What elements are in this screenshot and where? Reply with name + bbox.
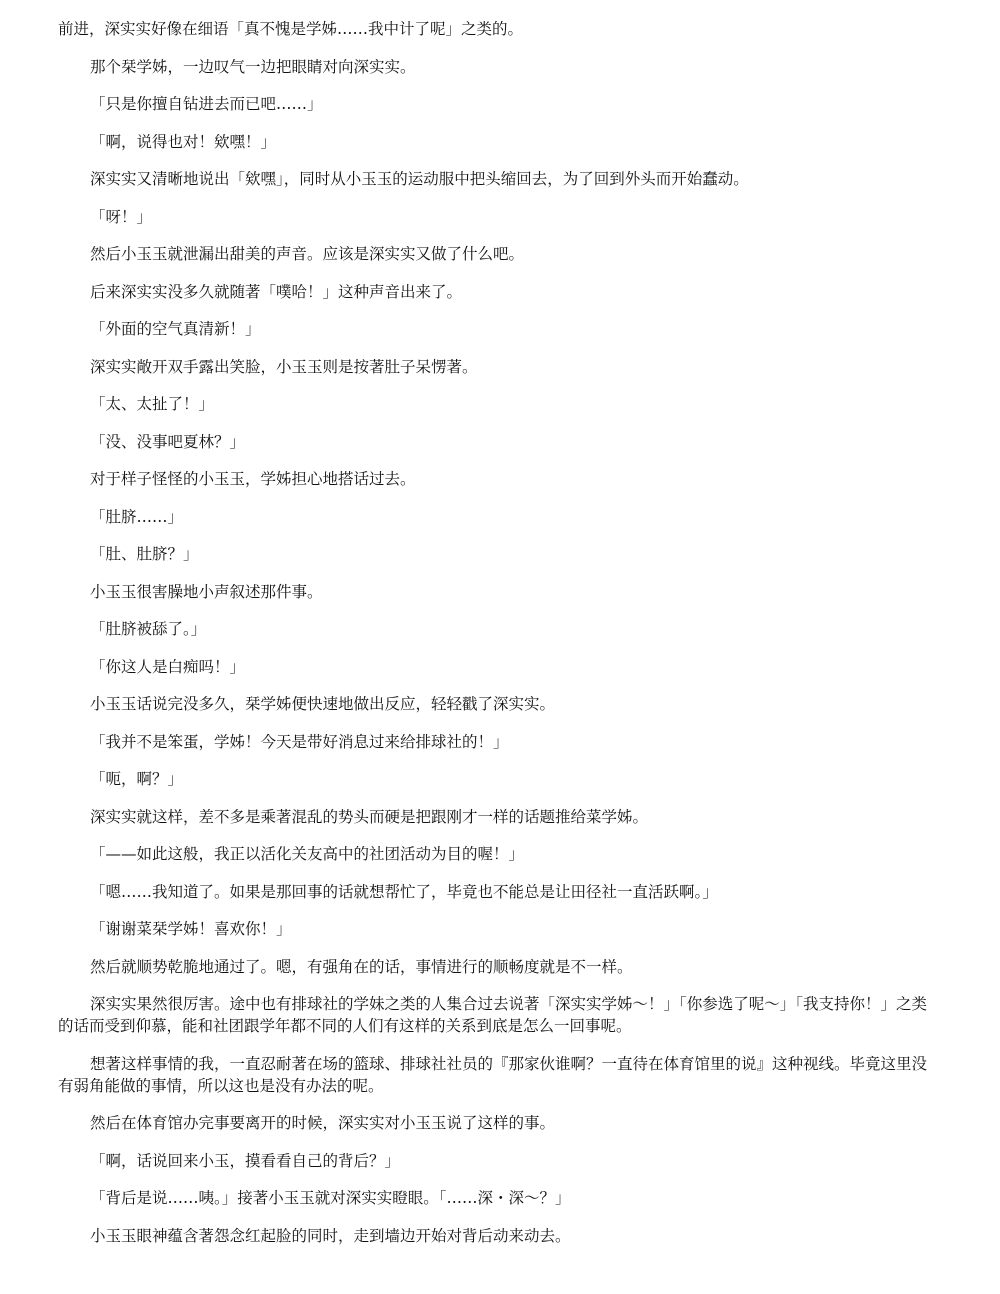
paragraph: 「啊，话说回来小玉，摸看看自己的背后？」 xyxy=(90,1151,401,1170)
paragraph: 「太、太扯了！」 xyxy=(90,395,215,413)
paragraph: 「肚、肚脐？」 xyxy=(90,545,199,563)
paragraph: 深实实又清晰地说出「欸嘿」，同时从小玉玉的运动服中把头缩回去，为了回到外头而开始蠢动。 xyxy=(90,170,749,188)
paragraph: 小玉玉很害臊地小声叙述那件事。 xyxy=(90,582,323,601)
paragraph: 「只是你擅自钻进去而已吧……」 xyxy=(90,95,323,113)
paragraph: 然后就顺势乾脆地通过了。嗯，有强角在的话，事情进行的顺畅度就是不一样。 xyxy=(90,957,633,976)
paragraph: 「你这人是白痴吗！」 xyxy=(90,657,246,676)
paragraph: 「呀！」 xyxy=(90,207,153,226)
paragraph: 「呃，啊？」 xyxy=(90,770,184,788)
paragraph: 前进，深实实好像在细语「真不愧是学姊……我中计了呢」之类的。 xyxy=(58,20,524,38)
paragraph: 「谢谢菜栞学姊！喜欢你！」 xyxy=(90,920,292,938)
paragraph: 「——如此这般，我正以活化关友高中的社团活动为目的喔！」 xyxy=(90,845,525,863)
paragraph: 「我并不是笨蛋，学姊！今天是带好消息过来给排球社的！」 xyxy=(90,732,509,751)
paragraph: 想著这样事情的我，一直忍耐著在场的篮球、排球社社员的『那家伙谁啊？一直待在体育馆里的说』这种视线。毕竟这里没有弱角能做的事情，所以这也是没有办法的呢。 xyxy=(58,1054,928,1095)
paragraph: 那个栞学姊，一边叹气一边把眼睛对向深实实。 xyxy=(90,57,416,76)
paragraph: 然后小玉玉就泄漏出甜美的声音。应该是深实实又做了什么吧。 xyxy=(90,245,525,263)
paragraph: 「肚脐……」 xyxy=(90,507,184,526)
paragraph: 深实实敞开双手露出笑脸，小玉玉则是按著肚子呆愣著。 xyxy=(90,357,478,376)
paragraph: 「没、没事吧夏林？」 xyxy=(90,432,246,451)
paragraph: 小玉玉话说完没多久，栞学姊便快速地做出反应，轻轻戳了深实实。 xyxy=(90,695,556,713)
paragraph: 「外面的空气真清新！」 xyxy=(90,320,261,338)
paragraph: 「啊，说得也对！欸嘿！」 xyxy=(90,132,277,151)
paragraph: 后来深实实没多久就随著「噗哈！」这种声音出来了。 xyxy=(90,282,463,301)
paragraph: 深实实果然很厉害。途中也有排球社的学妹之类的人集合过去说著「深实实学姊～！」「你参选了呢～」「我支持你！」之类的话而受到仰慕，能和社团跟学年都不同的人们有这样的关系到底是怎么一回事呢。 xyxy=(58,995,928,1035)
paragraph: 深实实就这样，差不多是乘著混乱的势头而硬是把跟刚才一样的话题推给菜学姊。 xyxy=(90,807,649,826)
paragraph: 然后在体育馆办完事要离开的时候，深实实对小玉玉说了这样的事。 xyxy=(90,1114,556,1132)
paragraph: 「背后是说……咦。」接著小玉玉就对深实实瞪眼。「……深・深～？」 xyxy=(90,1189,571,1207)
paragraph: 「肚脐被舔了。」 xyxy=(90,620,207,638)
paragraph: 「嗯……我知道了。如果是那回事的话就想帮忙了，毕竟也不能总是让田径社一直活跃啊。」 xyxy=(90,882,718,901)
paragraph: 小玉玉眼神蕴含著怨念红起脸的同时，走到墙边开始对背后动来动去。 xyxy=(90,1226,571,1245)
paragraph: 对于样子怪怪的小玉玉，学姊担心地搭话过去。 xyxy=(90,470,416,488)
